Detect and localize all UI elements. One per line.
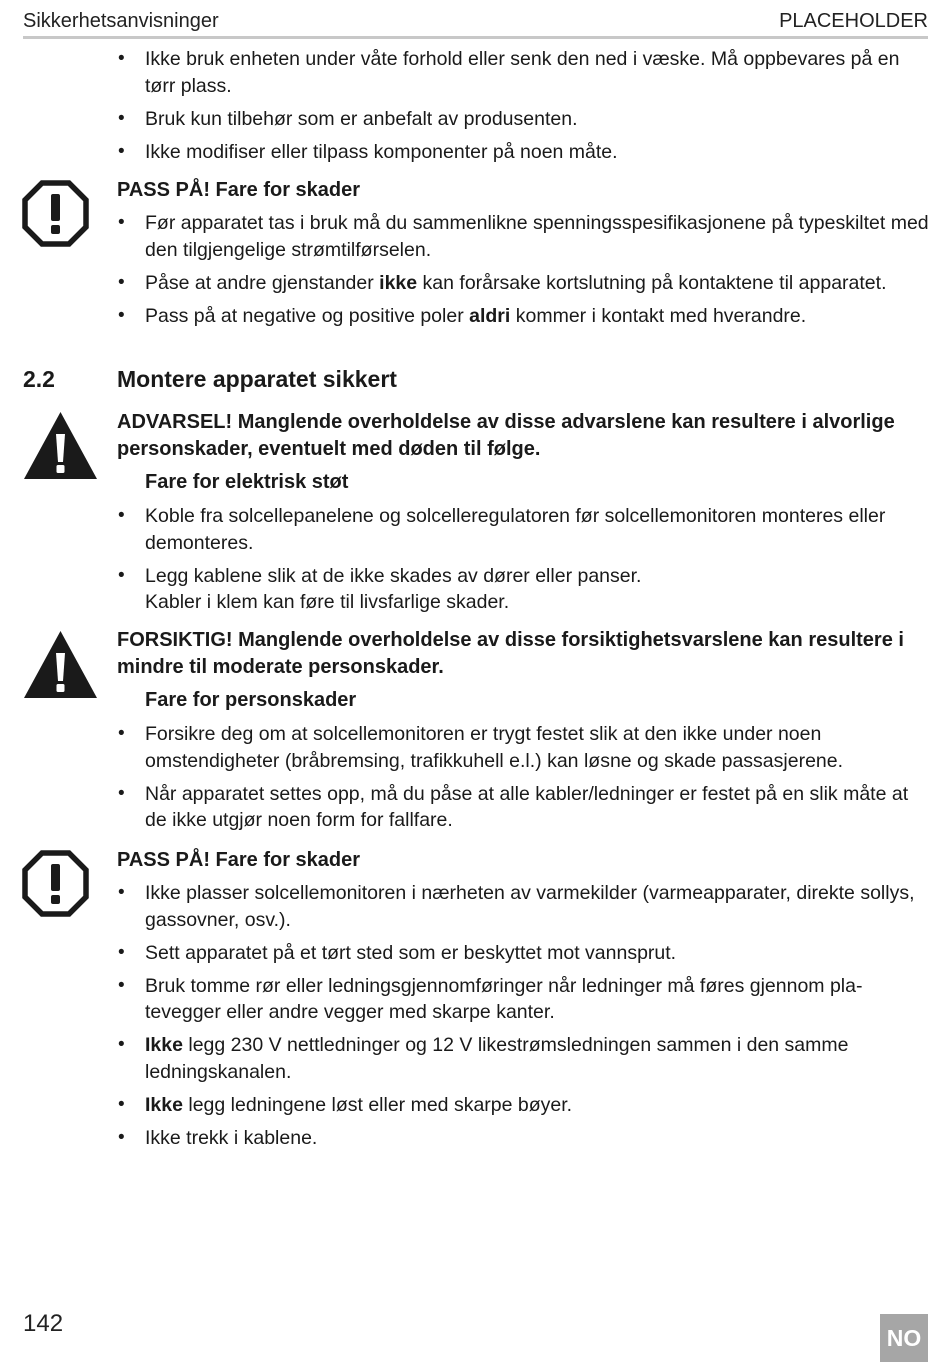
bullet-icon: • [118,882,125,903]
text-run: legg 230 V nettledninger og 12 V likestrømsledningen sammen i den samme ledningskanalen. [145,1034,849,1083]
list-item [0,1032,950,1085]
bullet-icon: • [118,1093,125,1115]
bold-text: ikke [379,271,418,294]
text-run: Ikke modifiser eller tilpass komponenter på noen måte. [145,140,618,163]
list-item [0,721,950,774]
text-run: Bruk tomme rør eller ledningsgjennomføringer når ledninger må føres gjennom pla-tevegger eller andre vegger med skarpe kanter. [145,974,863,1023]
bullet-icon: • [118,1126,125,1148]
warning-title: ADVARSEL! Manglende overholdelse av disse advarslene kan resultere i alvorlige personskader, eventuelt med døden til følge. [117,411,895,460]
caution-subheading: Fare for personskader [145,689,357,711]
text-run: Når apparatet settes opp, må du påse at alle kabler/ledninger er festet på en slik måte at de ikke utgjør noen form for fallfare. [145,782,909,831]
list-item [0,210,950,263]
bullet-icon: • [118,107,125,129]
notice-bullets [0,210,950,336]
section-title: Montere apparatet sikkert [117,366,397,392]
text-run: Forsikre deg om at solcellemonitoren er trygt festet slik at den ikke under noen omstendigheter (bråbremsing, trafikkuhell e.l.) kan løsne og skade passasjerene. [145,723,844,772]
notice-title: PASS PÅ! Fare for skader [117,179,361,201]
bullet-list [0,721,950,834]
bullet-icon: • [118,723,125,744]
bold-text: Ikke [145,1093,183,1116]
notice-title: PASS PÅ! Fare for skader [117,849,361,871]
text-run: Ikke bruk enheten under våte forhold eller senk den ned i væske. Må oppbevares på en tørr plass. [145,48,900,97]
language-badge: NO [880,1314,928,1362]
list-item [0,940,950,967]
list-item [0,563,950,616]
bullet-icon: • [118,140,125,162]
text-run: Pass på at negative og positive poler [145,304,470,327]
bullet-icon: • [118,974,125,996]
text-run: Sett apparatet på et tørt sted som er beskyttet mot vannsprut. [145,941,677,964]
list-item [0,303,950,330]
text-run: Før apparatet tas i bruk må du sammenlikne spenningsspesifikasjonene på typeskiltet med den tilgjengelige strømtilførselen. [145,212,929,261]
bullet-icon: • [118,212,125,233]
list-item [0,503,950,556]
text-run: Kabler i klem kan føre til livsfarlige skader. [145,591,510,613]
bullet-list [0,46,950,165]
text-run: Koble fra solcellepanelene og solcelleregulatoren før solcellemonitoren monteres eller demonteres. [145,505,886,554]
page-number: 142 [23,1310,64,1337]
list-item [0,270,950,297]
text-run: kan forårsake kortslutning på kontaktene til apparatet. [417,271,887,294]
bullet-icon: • [118,564,125,586]
list-item [0,1092,950,1119]
text-run: legg ledningene løst eller med skarpe bøyer. [182,1093,573,1116]
list-item [0,973,950,1026]
intro-bullets [0,46,950,172]
list-item [0,781,950,834]
page-header [23,8,928,39]
text-run: Ikke trekk i kablene. [145,1126,318,1149]
warning-triangle-icon [22,410,99,481]
notice-bullets [0,880,950,1158]
header-section-title: Sikkerhetsanvisninger [23,10,219,32]
warning-subheading: Fare for elektrisk støt [145,471,349,493]
bold-text: Ikke [145,1034,183,1056]
bullet-icon: • [118,48,125,69]
list-item [0,139,950,166]
bullet-icon: • [118,782,125,804]
caution-bullets [0,721,950,840]
bullet-list [0,880,950,1151]
list-item [0,1125,950,1152]
text-run: Påse at andre gjenstander [145,271,380,294]
caution-title: FORSIKTIG! Manglende overholdelse av disse forsiktighetsvarslene kan resultere i mindre til moderate personskader. [117,629,904,678]
caution-triangle-icon [22,629,99,700]
bold-text: aldri [469,304,511,327]
text-run: Ikke plasser solcellemonitoren i nærheten av varmekilder (varmeapparater, direkte sollys, gassovner, osv.). [145,882,915,931]
text-run: Legg kablene slik at de ikke skades av dører eller panser. [145,564,642,587]
section-number: 2.2 [23,366,55,392]
bullet-icon: • [118,941,125,963]
text-run: kommer i kontakt med hverandre. [510,304,807,327]
bullet-icon: • [118,271,125,293]
bullet-icon: • [118,1034,125,1055]
list-item [0,880,950,933]
bullet-icon: • [118,505,125,526]
warning-bullets [0,503,950,622]
header-product-name: PLACEHOLDER [779,10,928,32]
text-run: Bruk kun tilbehør som er anbefalt av produsenten. [145,107,578,130]
list-item [0,46,950,99]
bullet-icon: • [118,304,125,326]
bullet-list [0,503,950,616]
list-item [0,106,950,133]
bullet-list [0,210,950,329]
